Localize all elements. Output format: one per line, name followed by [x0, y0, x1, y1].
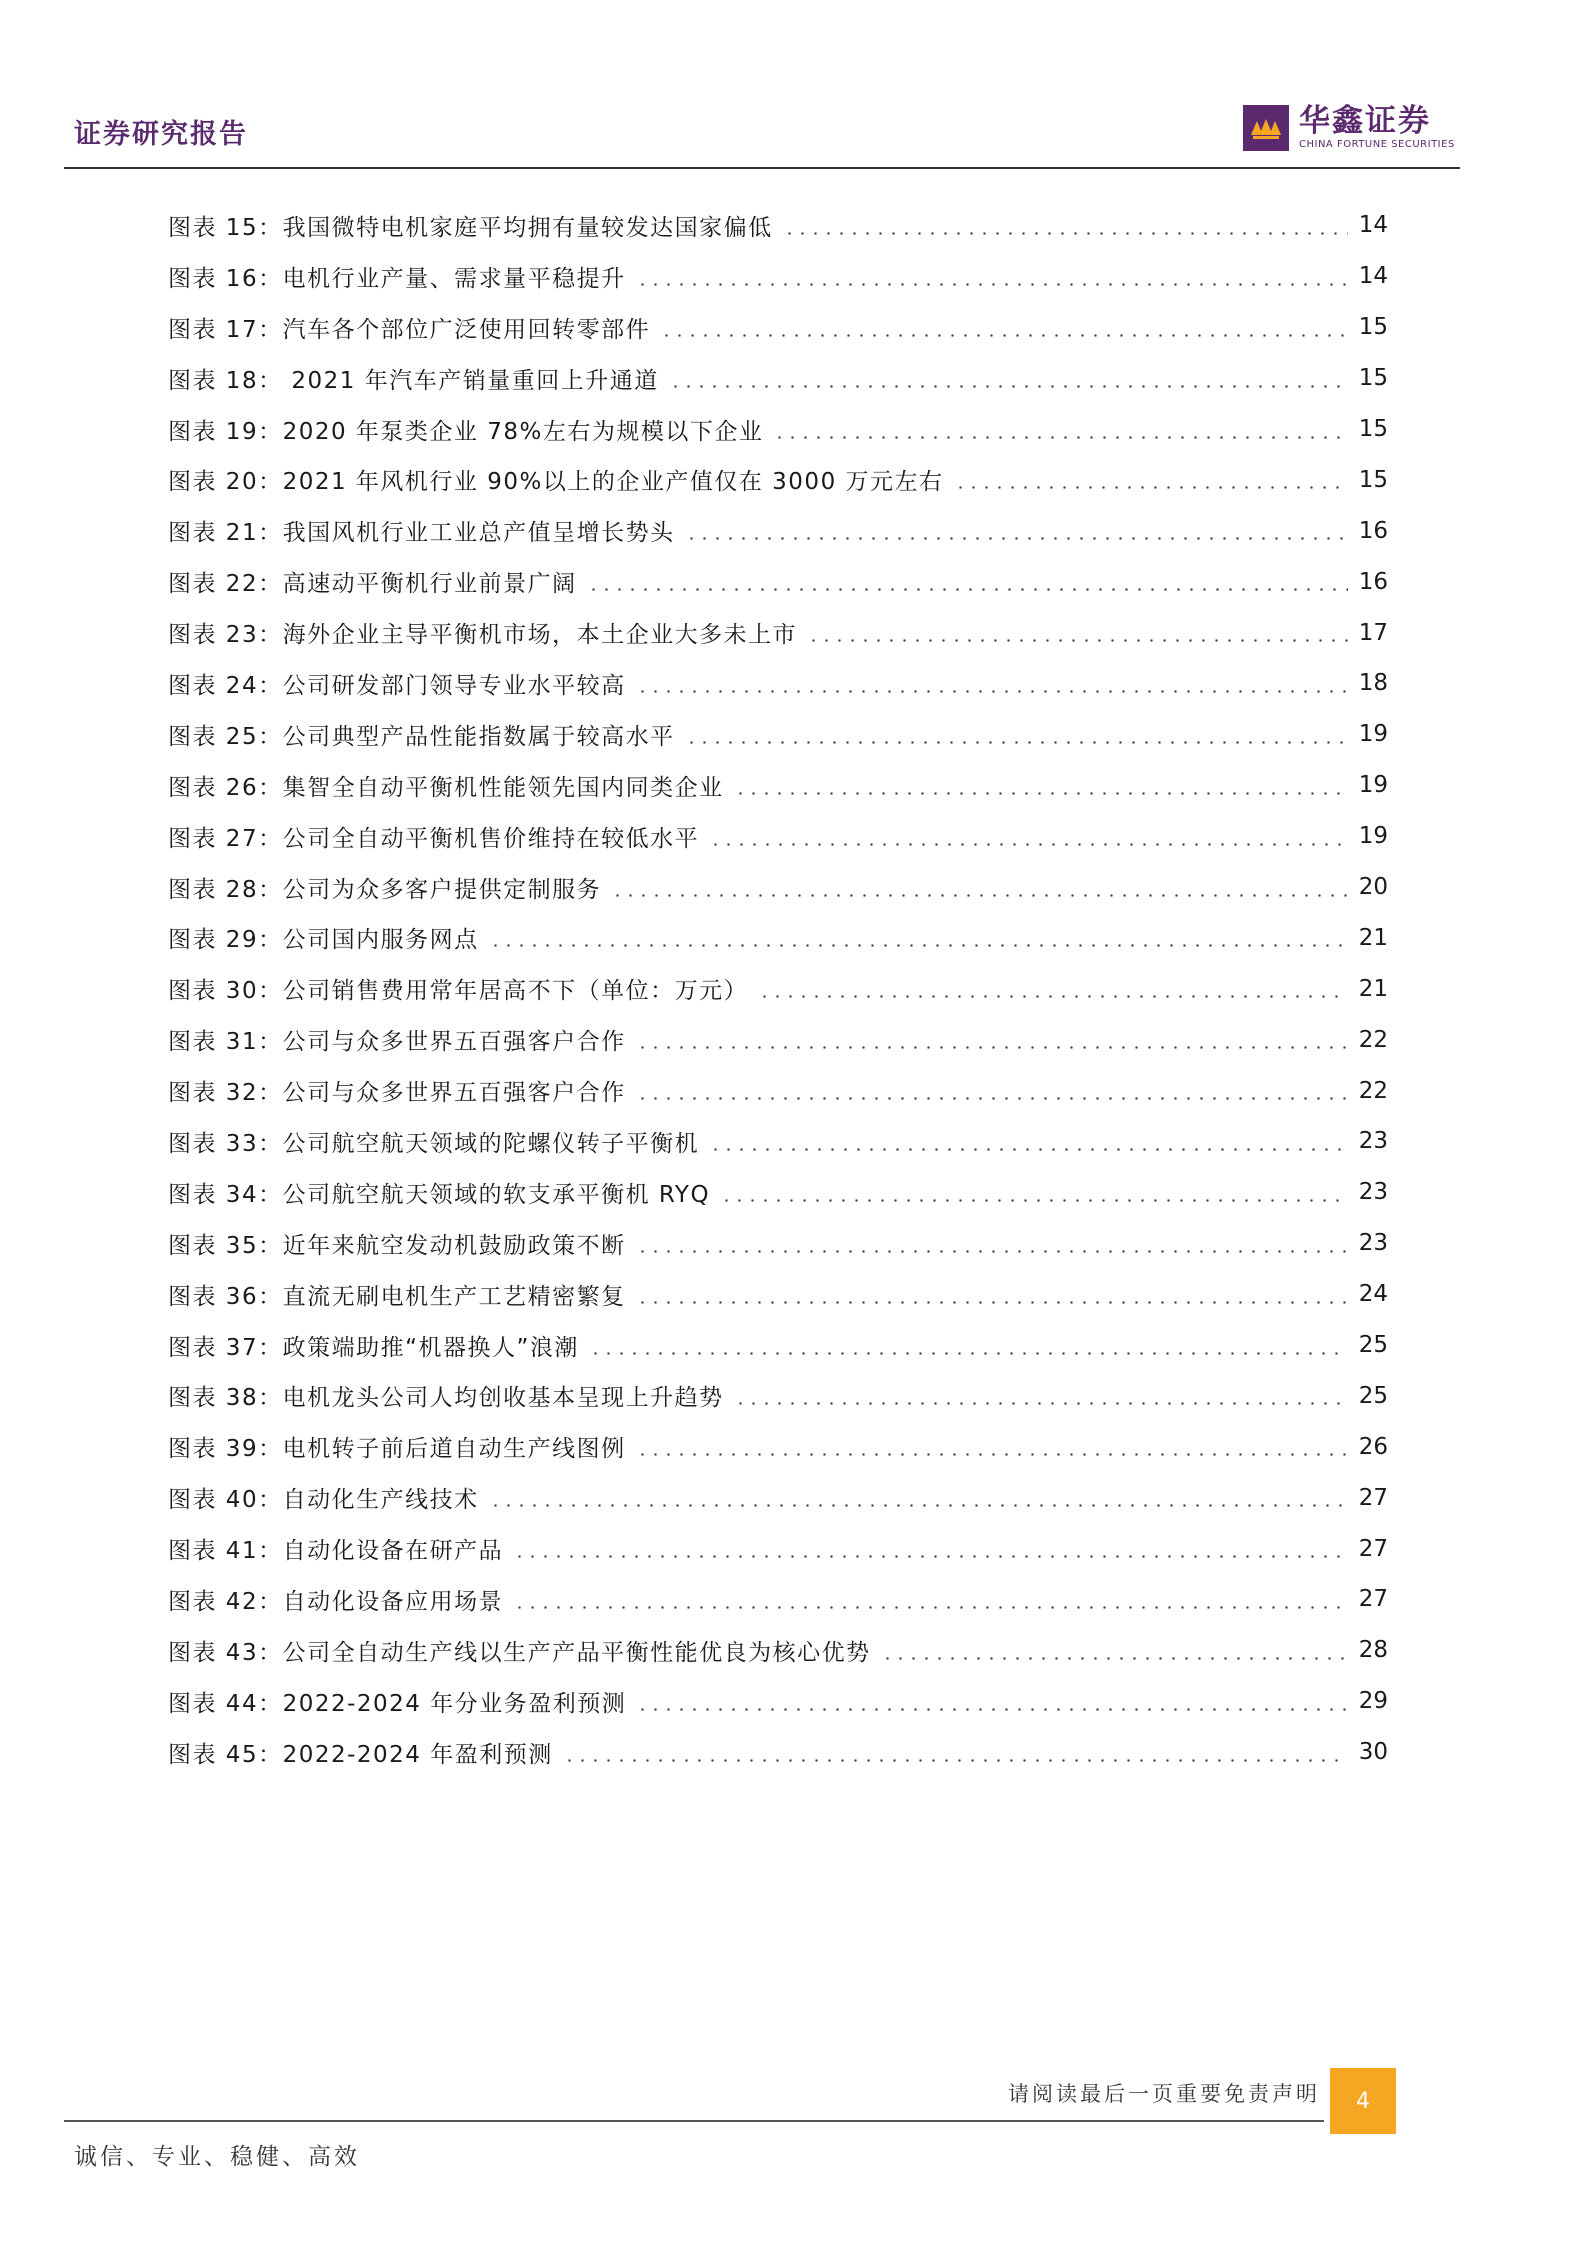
toc-entry[interactable]	[168, 811, 1388, 862]
figure-index-list	[168, 200, 1388, 1778]
toc-dot-leader	[587, 588, 1348, 591]
disclaimer-notice: 请阅读最后一页重要免责声明	[1008, 2082, 1320, 2106]
company-motto: 诚信、专业、稳健、高效	[74, 2144, 360, 2170]
toc-entry-page: 23	[1358, 1179, 1388, 1206]
company-logo	[1243, 100, 1455, 156]
toc-dot-leader	[489, 1504, 1348, 1507]
toc-entry[interactable]	[168, 709, 1388, 760]
toc-entry-label: 图表 24：公司研发部门领导专业水平较高	[168, 672, 626, 699]
toc-entry[interactable]	[168, 1269, 1388, 1320]
toc-entry[interactable]	[168, 1574, 1388, 1625]
toc-dot-leader	[669, 385, 1348, 388]
toc-entry-label: 图表 35：近年来航空发动机鼓励政策不断	[168, 1232, 626, 1259]
toc-entry-label: 图表 39：电机转子前后道自动生产线图例	[168, 1436, 626, 1463]
toc-entry[interactable]	[168, 607, 1388, 658]
toc-entry[interactable]	[168, 658, 1388, 709]
toc-dot-leader	[513, 1606, 1348, 1609]
toc-entry-label: 图表 20：2021 年风机行业 90%以上的企业产值仅在 3000 万元左右	[168, 469, 944, 496]
toc-entry[interactable]	[168, 302, 1388, 353]
toc-entry[interactable]	[168, 1370, 1388, 1421]
toc-dot-leader	[563, 1759, 1348, 1762]
toc-dot-leader	[513, 1555, 1348, 1558]
toc-dot-leader	[636, 1708, 1348, 1711]
toc-entry[interactable]	[168, 556, 1388, 607]
header-divider	[64, 167, 1460, 169]
toc-dot-leader	[758, 995, 1348, 998]
toc-dot-leader	[685, 741, 1348, 744]
toc-dot-leader	[773, 436, 1348, 439]
toc-dot-leader	[589, 1352, 1348, 1355]
toc-entry[interactable]	[168, 1472, 1388, 1523]
toc-entry-page: 15	[1358, 466, 1388, 493]
toc-dot-leader	[660, 334, 1348, 337]
toc-entry-page: 23	[1358, 1230, 1388, 1257]
toc-entry[interactable]	[168, 1116, 1388, 1167]
logo-mark-icon	[1243, 105, 1289, 151]
page-number-badge: 4	[1330, 2068, 1396, 2134]
toc-entry-page: 15	[1358, 314, 1388, 341]
toc-entry-page: 27	[1358, 1586, 1388, 1613]
toc-dot-leader	[636, 1453, 1348, 1456]
toc-entry-label: 图表 45：2022-2024 年盈利预测	[168, 1741, 553, 1768]
toc-entry-label: 图表 23：海外企业主导平衡机市场，本土企业大多未上市	[168, 622, 798, 649]
toc-dot-leader	[881, 1657, 1348, 1660]
toc-dot-leader	[709, 1148, 1348, 1151]
toc-entry-page: 21	[1358, 975, 1388, 1002]
toc-dot-leader	[611, 894, 1348, 897]
toc-entry[interactable]	[168, 760, 1388, 811]
toc-entry[interactable]	[168, 1625, 1388, 1676]
toc-entry[interactable]	[168, 353, 1388, 404]
toc-entry-label: 图表 41：自动化设备在研产品	[168, 1538, 504, 1565]
toc-entry[interactable]	[168, 1218, 1388, 1269]
toc-dot-leader	[636, 1301, 1348, 1304]
toc-entry-page: 24	[1358, 1281, 1388, 1308]
toc-entry-page: 16	[1358, 517, 1388, 544]
toc-entry-label: 图表 25：公司典型产品性能指数属于较高水平	[168, 723, 675, 750]
toc-entry[interactable]	[168, 404, 1388, 455]
toc-entry[interactable]	[168, 1320, 1388, 1371]
toc-entry-page: 30	[1358, 1739, 1388, 1766]
toc-entry-page: 15	[1358, 416, 1388, 442]
toc-entry-page: 28	[1358, 1637, 1388, 1664]
toc-entry-label: 图表 36：直流无刷电机生产工艺精密繁复	[168, 1283, 626, 1310]
toc-dot-leader	[489, 944, 1348, 947]
toc-entry-page: 22	[1358, 1026, 1388, 1053]
toc-entry-page: 14	[1358, 263, 1388, 290]
toc-dot-leader	[636, 1097, 1348, 1100]
toc-entry[interactable]	[168, 454, 1388, 505]
toc-entry-label: 图表 43：公司全自动生产线以生产产品平衡性能优良为核心优势	[168, 1639, 871, 1666]
toc-entry-page: 15	[1358, 365, 1388, 392]
toc-entry-page: 29	[1358, 1688, 1388, 1715]
toc-entry-label: 图表 28：公司为众多客户提供定制服务	[168, 876, 602, 903]
toc-dot-leader	[709, 843, 1348, 846]
toc-entry-page: 17	[1358, 619, 1388, 646]
toc-dot-leader	[720, 1199, 1348, 1202]
toc-dot-leader	[807, 639, 1348, 642]
toc-entry-label: 图表 31：公司与众多世界五百强客户合作	[168, 1029, 626, 1056]
toc-entry-page: 26	[1358, 1433, 1388, 1460]
toc-entry[interactable]	[168, 1727, 1388, 1778]
toc-entry[interactable]	[168, 1676, 1388, 1727]
toc-entry-label: 图表 22：高速动平衡机行业前景广阔	[168, 571, 577, 598]
toc-entry-label: 图表 40：自动化生产线技术	[168, 1487, 479, 1514]
toc-entry-label: 图表 19：2020 年泵类企业 78%左右为规模以下企业	[168, 418, 764, 445]
toc-entry-page: 25	[1358, 1382, 1388, 1409]
toc-entry-label: 图表 37：政策端助推“机器换人”浪潮	[168, 1334, 579, 1361]
toc-dot-leader	[734, 1402, 1348, 1405]
toc-entry-label: 图表 29：公司国内服务网点	[168, 927, 479, 954]
toc-entry-page: 16	[1358, 568, 1388, 595]
toc-entry[interactable]	[168, 1167, 1388, 1218]
toc-entry-label: 图表 16：电机行业产量、需求量平稳提升	[168, 265, 626, 292]
toc-entry-label: 图表 33：公司航空航天领域的陀螺仪转子平衡机	[168, 1130, 700, 1157]
toc-entry[interactable]	[168, 963, 1388, 1014]
toc-entry-label: 图表 26：集智全自动平衡机性能领先国内同类企业	[168, 774, 724, 801]
toc-entry[interactable]	[168, 1523, 1388, 1574]
toc-entry-page: 19	[1358, 721, 1388, 748]
logo-english-name: CHINA FORTUNE SECURITIES	[1299, 139, 1455, 150]
toc-entry[interactable]	[168, 862, 1388, 913]
toc-entry-label: 图表 34：公司航空航天领域的软支承平衡机 RYQ	[168, 1181, 711, 1208]
toc-entry-label: 图表 21：我国风机行业工业总产值呈增长势头	[168, 520, 675, 547]
toc-entry-page: 21	[1358, 924, 1388, 951]
toc-entry-page: 25	[1358, 1332, 1388, 1359]
toc-dot-leader	[783, 232, 1348, 235]
toc-entry-label: 图表 27：公司全自动平衡机售价维持在较低水平	[168, 825, 700, 852]
toc-entry[interactable]	[168, 1421, 1388, 1472]
toc-entry-page: 20	[1358, 874, 1388, 901]
toc-entry-label: 图表 38：电机龙头公司人均创收基本呈现上升趋势	[168, 1385, 724, 1412]
toc-dot-leader	[636, 283, 1348, 286]
toc-entry-label: 图表 15：我国微特电机家庭平均拥有量较发达国家偏低	[168, 214, 773, 241]
toc-entry[interactable]	[168, 200, 1388, 251]
toc-entry[interactable]	[168, 1014, 1388, 1065]
toc-dot-leader	[685, 537, 1348, 540]
logo-chinese-name: 华鑫证券	[1299, 103, 1431, 139]
toc-entry[interactable]	[168, 1065, 1388, 1116]
toc-entry-label: 图表 18： 2021 年汽车产销量重回上升通道	[168, 367, 659, 394]
toc-entry[interactable]	[168, 912, 1388, 963]
toc-dot-leader	[636, 1250, 1348, 1253]
toc-dot-leader	[954, 486, 1348, 489]
toc-entry-page: 23	[1358, 1128, 1388, 1155]
toc-entry-page: 18	[1358, 670, 1388, 697]
toc-dot-leader	[734, 792, 1348, 795]
toc-entry[interactable]	[168, 505, 1388, 556]
toc-entry-page: 27	[1358, 1484, 1388, 1511]
toc-entry-label: 图表 44：2022-2024 年分业务盈利预测	[168, 1690, 627, 1717]
toc-entry-label: 图表 30：公司销售费用常年居高不下（单位：万元）	[168, 978, 749, 1005]
toc-entry-page: 27	[1358, 1535, 1388, 1562]
report-type-title: 证券研究报告	[74, 119, 248, 150]
toc-entry-page: 22	[1358, 1077, 1388, 1104]
toc-entry-label: 图表 32：公司与众多世界五百强客户合作	[168, 1080, 626, 1107]
toc-entry-page: 14	[1358, 212, 1388, 239]
footer-divider	[64, 2120, 1324, 2122]
toc-entry-label: 图表 17：汽车各个部位广泛使用回转零部件	[168, 316, 651, 343]
toc-dot-leader	[636, 1046, 1348, 1049]
toc-entry-label: 图表 42：自动化设备应用场景	[168, 1588, 504, 1615]
toc-entry-page: 19	[1358, 772, 1388, 799]
toc-dot-leader	[636, 690, 1348, 693]
toc-entry-page: 19	[1358, 823, 1388, 850]
toc-entry[interactable]	[168, 251, 1388, 302]
